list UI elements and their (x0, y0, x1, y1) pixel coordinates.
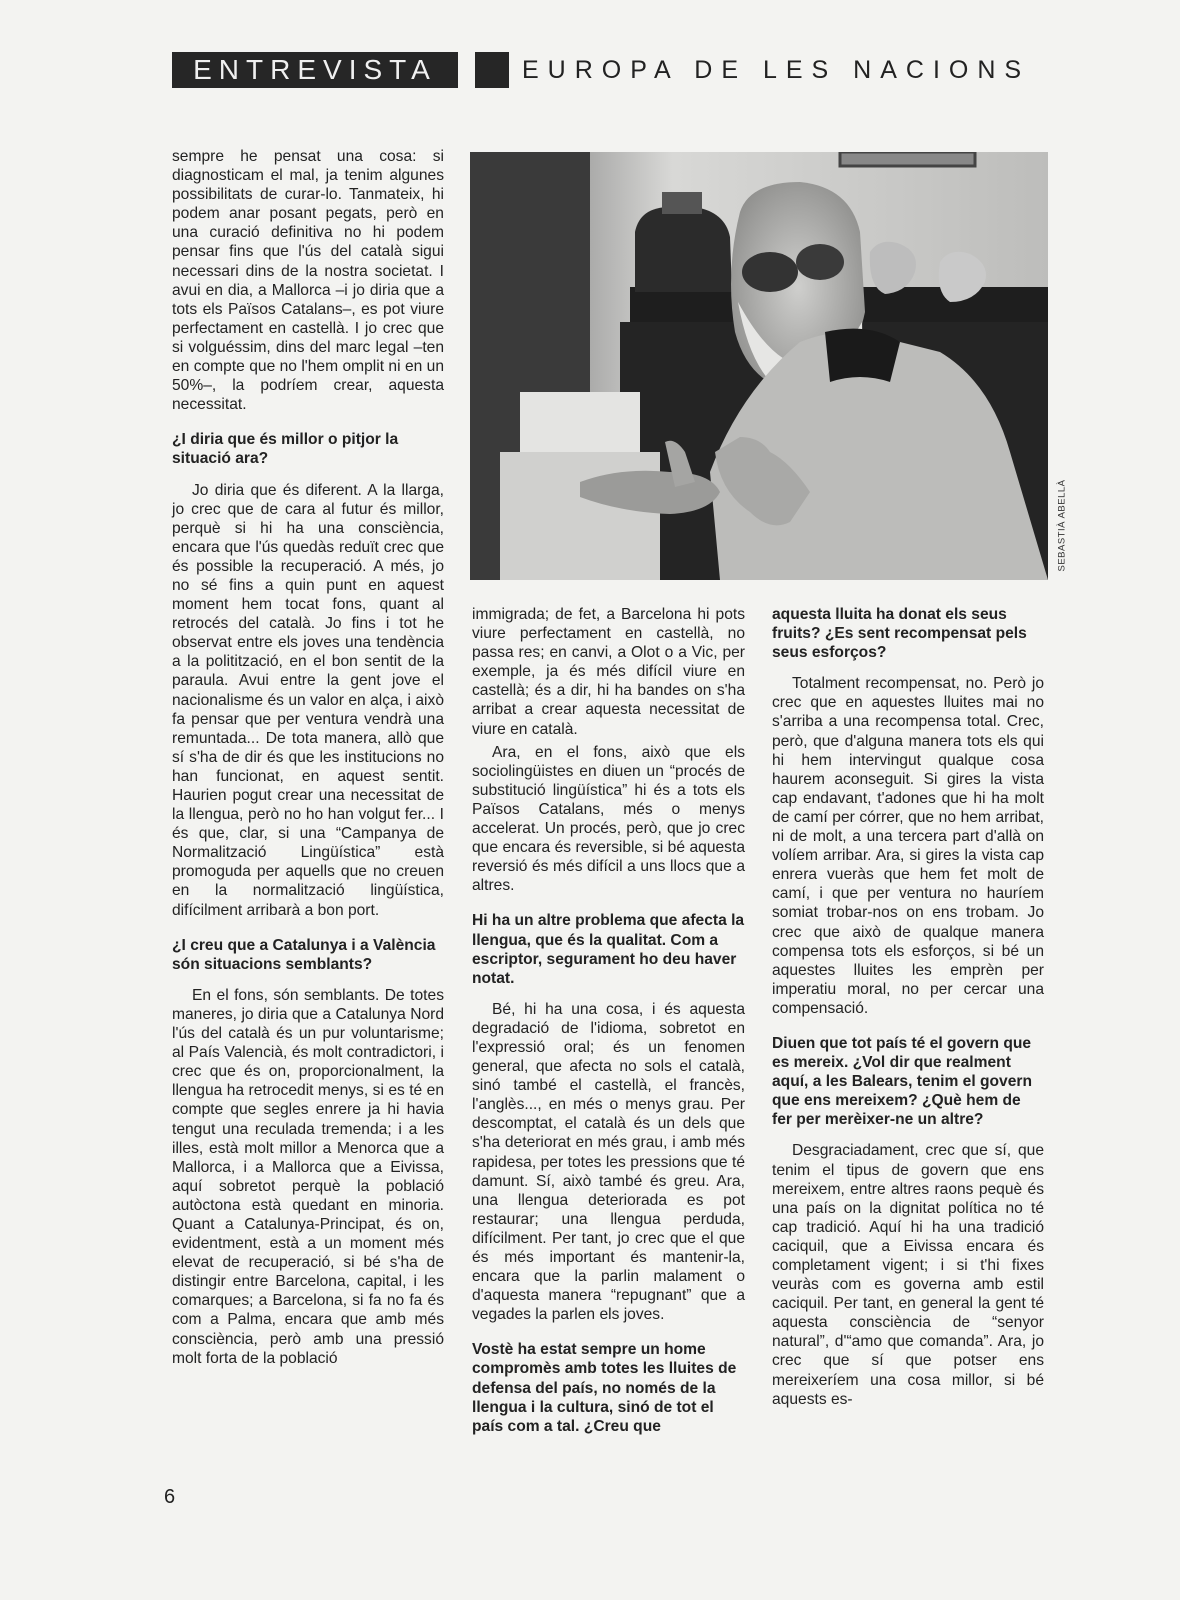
paragraph: sempre he pensat una cosa: si diagnosticam el mal, ja tenim algunes possibilitats de curar-lo. Tanmateix, hi podem anar posant pegats, però en una curació definitiva no hi podem pensar fins que l'ús del català sigui necessari dins de la nostra societat. I avui en dia, a Mallorca –i jo diria que a tots els Països Catalans–, es pot viure perfectament en castellà. I jo crec que si volguéssim, dins del marc legal –ten en compte que no l'hem omplit ni en un 50%–, la podríem crear, aquesta necessitat. (172, 148, 444, 414)
paragraph: Desgraciadament, crec que sí, que tenim el tipus de govern que ens mereixem, entre altres raons pequè és una país on la dignitat política no té cap tradició. Aquí hi ha una tradició caciquil, que a Eivissa encara és completament vigent; i si t'hi fixes veuràs com es governa amb estil caciquil. Per tant, en general la gent té aquesta consciència de “senyor natural”, d'“amo que comanda”. Ara, jo crec que sí que potser ens mereixeríem una cosa millor, si bé aquests es- (772, 1142, 1044, 1408)
section-subtitle: EUROPA DE LES NACIONS (522, 56, 1031, 84)
paragraph: En el fons, són semblants. De totes maneres, jo diria que a Catalunya Nord l'ús del català és un pur voluntarisme; al País Valencià, és molt contradictori, i crec que és on, proporcionalment, la llengua ha retrocedit menys, si es té en compte que segles enrere ja hi havia tengut una reculada tremenda; i a les illes, està molt millor a Menorca que a Mallorca, i a Mallorca que a Eivissa, aquí sobretot perquè la població autòctona està quedant en minoria. Quant a Catalunya-Principat, és on, evidentment, està a un moment més elevat de recuperació, si bé s'ha de distingir entre Barcelona, capital, i les comarques; a Barcelona, si fa no fa és com a Palma, encara que amb més consciència, però amb una pressió molt forta de la població (172, 986, 444, 1367)
page-number: 6 (164, 1486, 176, 1508)
interview-question: Vostè ha estat sempre un home compromès amb totes les lluites de defensa del país, no només de la llengua i la cultura, sinó de tot el país com a tal. ¿Creu que (472, 1341, 737, 1435)
article-column-2 (472, 605, 745, 1448)
paragraph: Jo diria que és diferent. A la llarga, jo crec que de cara al futur és millor, perquè si hi ha una consciència, encara que l'ús quedàs reduït crec que és possible la recuperació. A més, jo no sé fins a quin punt en aquest moment hem tocat fons, quant al retrocés del català. Jo fins i tot he observat entre els joves una tendència a la politització, en el bon sentit de la paraula. Avui entre la gent jove el nacionalisme és un valor en alça, i això fa pensar que per ventura vendrà una remuntada... De tota manera, allò que sí s'ha de dir és que les institucions no han funcionat, en aquest sentit. Haurien pogut crear una necessitat de la llengua, però no ho han volgut fer... I és que, clar, si una “Campanya de Normalització Lingüística” està promoguda per aquells que no creuen en la normalització lingüística, difícilment arribarà a bon port. (172, 481, 444, 919)
section-label: ENTREVISTA (172, 52, 458, 88)
paragraph: Totalment recompensat, no. Però jo crec que en aquestes lluites mai no s'arriba a una recompensa total. Crec, però, que d'alguna manera tots els qui hi hem intervingut qualque cosa haurem aconseguit. Si gires la vista cap endavant, t'adones que hi ha molt de camí per córrer, que no hem arribat, ni de molt, a una tercera part d'allà on volíem arribar. Ara, si gires la vista cap enrera vueràs que hem fet molt de camí, i que per ventura no hauríem somiat trobar-nos on ens trobam. Jo crec que això de qualque manera compensa tots els esforços, si bé un aquestes lluites les emprèn per imperatiu moral, no per cercar una compensació. (772, 675, 1044, 1017)
header-divider-block (475, 52, 509, 88)
interview-question: Hi ha un altre problema que afecta la llengua, que és la qualitat. Com a escriptor, segurament ho deu haver notat. (472, 912, 745, 987)
interview-question: ¿I creu que a Catalunya i a València són situacions semblants? (172, 936, 436, 973)
article-column-1 (172, 147, 444, 1372)
photo-credit: SEBASTIÀ ABELLÀ (1056, 479, 1068, 572)
interview-question: aquesta lluita ha donat els seus fruits? ¿Es sent recompensat pels seus esforços? (772, 606, 1027, 662)
photo-credit-container (1053, 472, 1069, 582)
photo-illustration (470, 152, 1048, 580)
interview-photo (470, 152, 1048, 580)
paragraph: immigrada; de fet, a Barcelona hi pots viure perfectament en castellà, no passa res; en canvi, a Olot o a Vic, per exemple, ja és més difícil viure en castellà; és a dir, hi ha bandes on s'ha arribat a crear aquesta necessitat de viure en català. (472, 606, 745, 738)
article-column-3 (772, 605, 1044, 1413)
interview-question: ¿I diria que és millor o pitjor la situació ara? (172, 431, 399, 468)
paragraph: Bé, hi ha una cosa, i és aquesta degradació de l'idioma, sobretot en l'expressió oral; és un fenomen general, que afecta no sols el català, sinó també el castellà, el francès, l'anglès..., en més o menys grau. Per descomptat, el català és un dels que s'ha deteriorat en més grau, i amb més rapidesa, per totes les pressions que té damunt. Sí, això també és greu. Ara, una llengua deteriorada es pot restaurar; una llengua perduda, difícilment. Per tant, jo crec que el que és més important és mantenir-la, encara que la parlin malament o d'aquesta manera “repugnant” que a vegades la parlen els joves. (472, 1000, 745, 1324)
interview-question: Diuen que tot país té el govern que es mereix. ¿Vol dir que realment aquí, a les Balears, tenim el govern que ens mereixem? ¿Què hem de fer per merèixer-ne un altre? (772, 1034, 1032, 1129)
paragraph: Ara, en el fons, això que els sociolingüistes en diuen un “procés de substitució lingüística” hi és a tots els Països Catalans, més o menys accelerat. Un procés, però, que jo crec que encara és reversible, si bé aquesta reversió és més difícil a uns llocs que a altres. (472, 743, 745, 895)
